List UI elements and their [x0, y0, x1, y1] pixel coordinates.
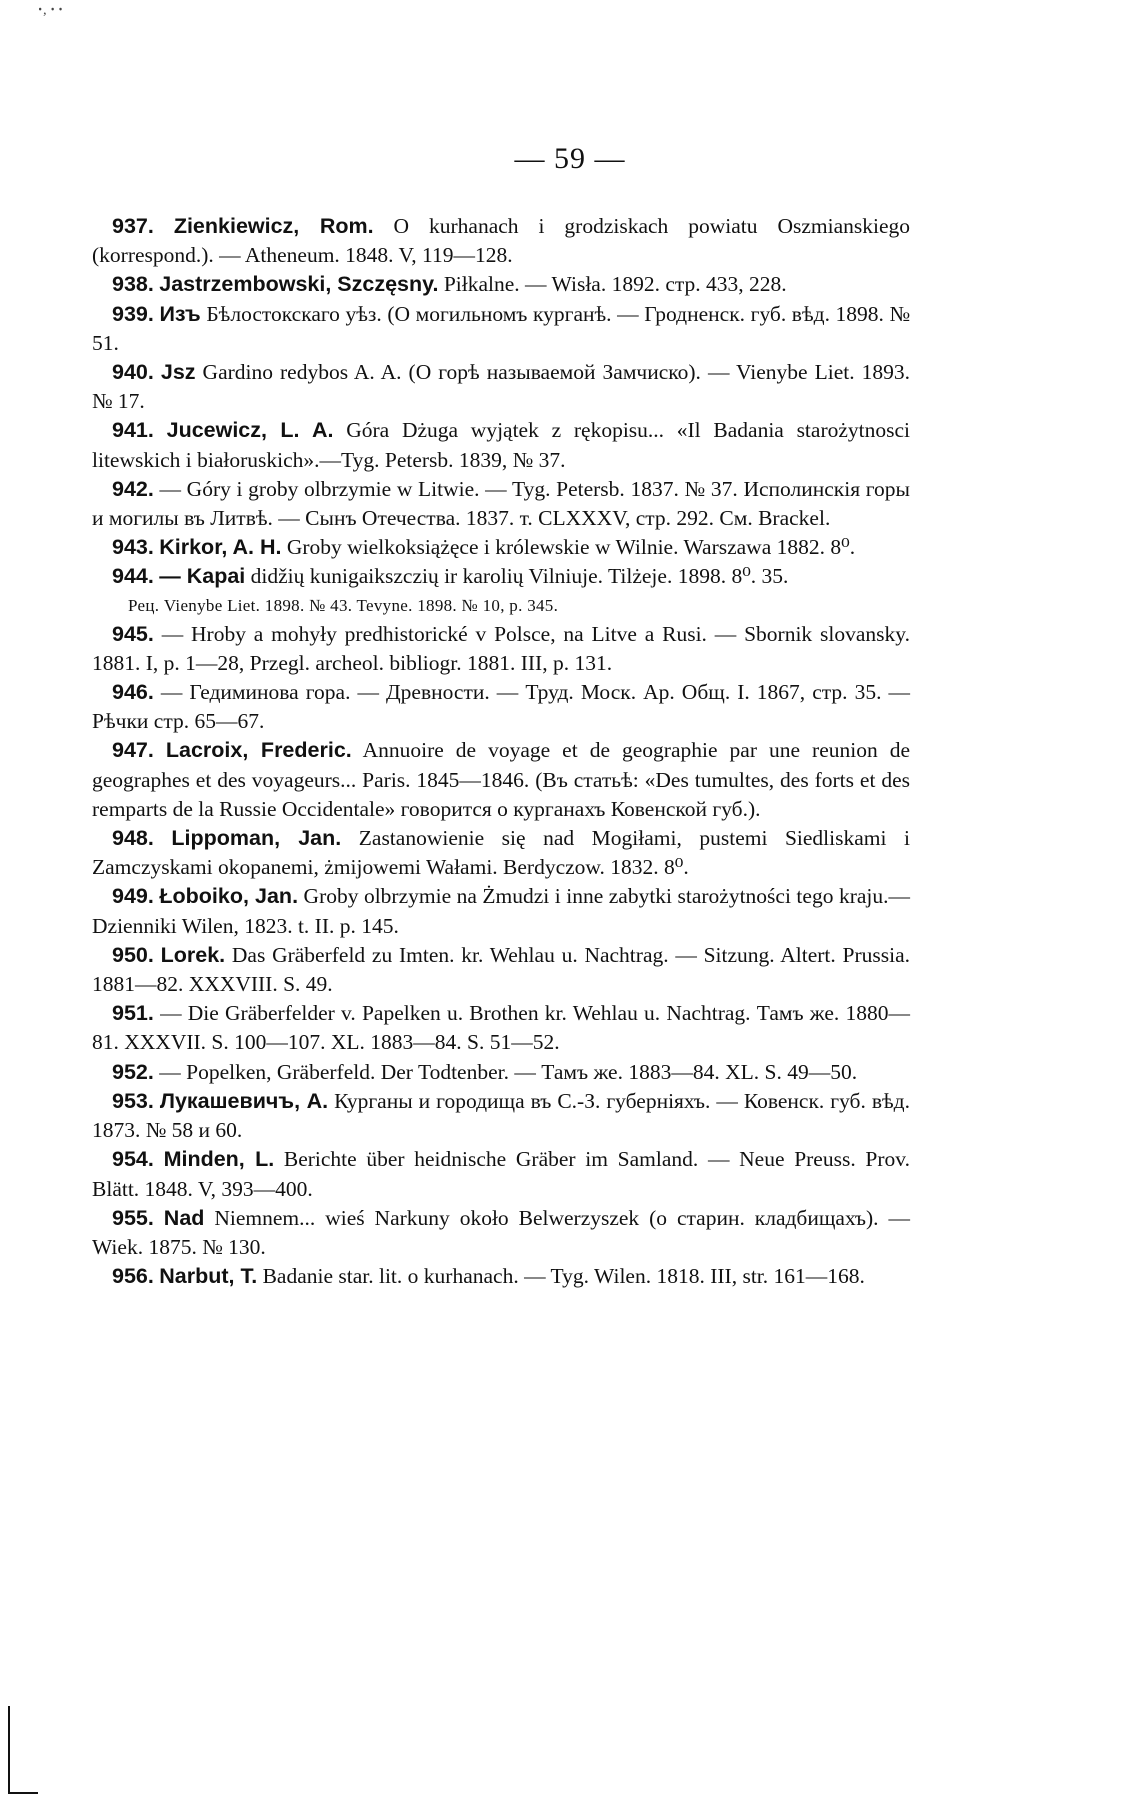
- entry-number: 954.: [112, 1147, 154, 1172]
- entry-text: didžių kunigaikszczių ir karolių Vilniuje. Tilżeje. 1898. 8⁰. 35.: [245, 564, 789, 589]
- entry-author: Narbut, T.: [159, 1264, 258, 1289]
- entry-text: Gardino redybos A. A. (О горѣ называемой Замчиско). — Vienybe Liet. 1893. № 17.: [92, 360, 910, 414]
- bibliography-entry: [92, 1058, 910, 1087]
- entry-text: — Popelken, Gräberfeld. Der Todtenber. — Тамъ же. 1883—84. XL. S. 49—50.: [153, 1059, 858, 1084]
- entry-author: Minden, L.: [163, 1147, 275, 1172]
- bibliography-entry: [92, 300, 910, 358]
- bibliography-entry: [92, 1087, 910, 1145]
- page-number: — 59 —: [514, 142, 626, 175]
- entry-author: Jsz: [160, 360, 196, 385]
- entry-author: Jastrzembowski, Szczęsny.: [159, 272, 439, 297]
- bibliography-entry: [92, 562, 910, 591]
- entry-number: 951.: [112, 1001, 154, 1026]
- entry-text: — Hroby a mohyły predhistorické v Polsce, na Litve a Rusi. — Sbornik slovansky. 1881. I, p. 1—28, Przegl. archeol. bibliogr. 1881. III, p. 131.: [92, 621, 910, 675]
- entry-text: Niemnem... wieś Narkuny około Belwerzyszek (o старин. кладбищахъ). — Wiek. 1875. № 130.: [92, 1205, 910, 1259]
- scan-edge-mark: [8, 1706, 10, 1794]
- entry-number: 952.: [112, 1059, 154, 1084]
- entry-text: Groby wielkoksiążęce i królewskie w Wilnie. Warszawa 1882. 8⁰.: [281, 535, 856, 560]
- entry-author: Kirkor, A. H.: [159, 535, 282, 560]
- entry-number: 949.: [112, 884, 154, 909]
- bibliography-entry: [92, 1262, 910, 1291]
- bibliography-entry: [92, 212, 910, 270]
- entry-text: Berichte über heidnische Gräber im Samland. — Neue Preuss. Prov. Blätt. 1848. V, 393—400.: [92, 1147, 910, 1201]
- entry-author: Lacroix, Frederic.: [165, 738, 352, 763]
- entry-number: 940.: [112, 360, 154, 385]
- entry-number: 953.: [112, 1088, 154, 1113]
- bibliography-entry: [92, 358, 910, 416]
- entry-text: O kurhanach i grodziskach powiatu Oszmianskiego (korrespond.). — Atheneum. 1848. V, 119—128.: [92, 214, 911, 268]
- scan-edge-mark: [8, 1792, 38, 1794]
- entry-number: 955.: [112, 1205, 154, 1230]
- bibliography-entry: [92, 999, 910, 1057]
- bibliography-list: [92, 212, 910, 1291]
- entry-text: Annuoire de voyage et de geographie par une reunion de geographes et des voyageurs... Paris. 1845—1846. (Въ статьѣ: «Des tumultes, des forts et des remparts de la Russie Occidentale» говорится о курганахъ Ковенской губ.).: [92, 738, 911, 821]
- entry-number: 943.: [112, 535, 154, 560]
- bibliography-entry: [92, 620, 910, 678]
- review-note: Рец. Vienybe Liet. 1898. № 43. Tevyne. 1898. № 10, p. 345.: [128, 595, 559, 615]
- entry-author: — Kapai: [159, 564, 246, 589]
- bibliography-entry: [92, 882, 910, 940]
- bibliography-entry: [92, 678, 910, 736]
- entry-text: Курганы и городища въ С.-З. губерніяхъ. — Ковенск. губ. вѣд. 1873. № 58 и 60.: [92, 1088, 910, 1143]
- entry-number: 941.: [112, 418, 154, 443]
- scan-artifact: ꞏ‚ ꞏ ꞏ: [38, 3, 63, 18]
- bibliography-entry: [92, 1204, 910, 1262]
- bibliography-entry: [92, 533, 910, 562]
- bibliography-entry: [92, 270, 910, 299]
- entry-number: 944.: [112, 564, 154, 589]
- entry-author: Jucewicz, L. A.: [166, 418, 334, 443]
- bibliography-entry: [92, 736, 910, 824]
- entry-author: Изъ: [159, 301, 201, 326]
- entry-number: 942.: [112, 476, 154, 501]
- bibliography-entry: [92, 416, 910, 474]
- entry-author: Nad: [163, 1205, 205, 1230]
- entry-number: 938.: [112, 272, 154, 297]
- entry-number: 950.: [112, 942, 154, 967]
- bibliography-entry: [92, 1145, 910, 1203]
- entry-number: 947.: [112, 738, 154, 763]
- entry-author: Łoboiko, Jan.: [159, 884, 299, 909]
- entry-text: — Die Gräberfelder v. Papelken u. Brothen kr. Wehlau u. Nachtrag. Тамъ же. 1880—81. XXXVII. S. 100—107. XL. 1883—84. S. 51—52.: [92, 1001, 910, 1055]
- entry-number: 948.: [112, 826, 154, 851]
- entry-number: 939.: [112, 301, 154, 326]
- entry-text: Piłkalne. — Wisła. 1892. стр. 433, 228.: [438, 272, 787, 297]
- entry-text: Góra Dżuga wyjątek z rękopisu... «Il Badania starożytnosci litewskich i białoruskich».—Tyg. Petersb. 1839, № 37.: [92, 418, 911, 472]
- bibliography-entry: [92, 475, 910, 533]
- entry-text: Das Gräberfeld zu Imten. kr. Wehlau u. Nachtrag. — Sitzung. Altert. Prussia. 1881—82. XXXVIII. S. 49.: [92, 942, 911, 997]
- entry-text: — Гедиминова гора. — Древности. — Труд. Моск. Ар. Общ. I. 1867, стр. 35. — Рѣчки стр. 65—67.: [92, 680, 910, 734]
- entry-number: 937.: [112, 214, 154, 238]
- entry-number: 956.: [112, 1264, 154, 1289]
- entry-text: Groby olbrzymie na Żmudzi i inne zabytki starożytności tego kraju.—Dzienniki Wilen, 1823. t. II. p. 145.: [92, 884, 910, 938]
- entry-author: Zienkiewicz, Rom.: [173, 214, 374, 238]
- bibliography-entry: [92, 941, 910, 999]
- entry-text: Badanie star. lit. o kurhanach. — Tyg. Wilen. 1818. III, str. 161—168.: [257, 1264, 865, 1289]
- entry-number: 946.: [112, 680, 154, 705]
- entry-author: Лукашевичъ, А.: [159, 1088, 329, 1113]
- entry-author: Lippoman, Jan.: [171, 826, 342, 851]
- entry-author: Lorek.: [160, 942, 226, 967]
- entry-text: Бѣлостокскаго уѣз. (О могильномъ курганѣ. — Гродненск. губ. вѣд. 1898. № 51.: [92, 301, 910, 355]
- entry-text: Zastanowienie się nad Mogiłami, pustemi Siedliskami i Zamczyskami okopanemi, żmijowemi Wałami. Berdyczow. 1832. 8⁰.: [92, 826, 910, 880]
- bibliography-entry: [92, 824, 910, 882]
- entry-text: — Góry i groby olbrzymie w Litwie. — Tyg. Petersb. 1837. № 37. Исполинскія горы и могилы въ Литвѣ. — Сынъ Отечества. 1837. т. CLXXXV, стр. 292. См. Brackel.: [92, 476, 910, 531]
- entry-number: 945.: [112, 621, 154, 646]
